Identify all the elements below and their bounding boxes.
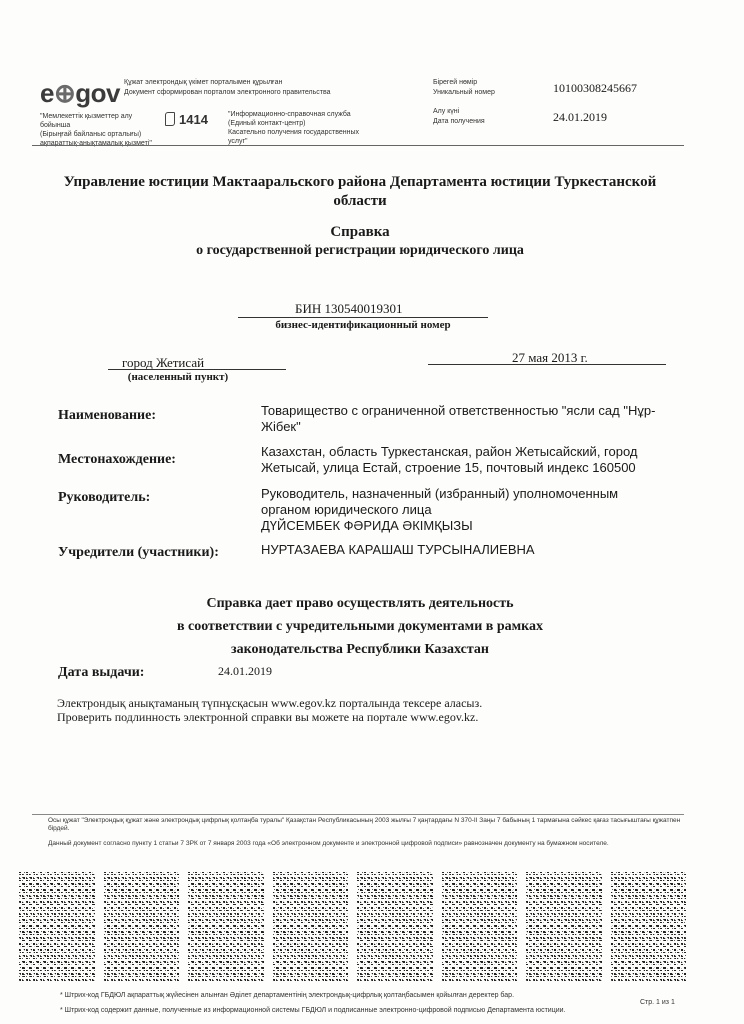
bin-underline <box>238 317 488 318</box>
unique-number-label-ru: Уникальный номер <box>433 89 495 96</box>
footer-note-kz: * Штрих-код ГБДЮЛ ақпараттық жүйесінен алынған Әділет департаментінің электрондық-цифрлық қолтаңбасымен қойылған деректер бар. <box>60 992 515 999</box>
founders-label: Учредители (участники): <box>58 545 219 560</box>
place-underline <box>108 369 286 370</box>
unique-number-value: 10100308245667 <box>553 81 637 95</box>
rights-line-3: законодательства Республики Казахстан <box>231 642 489 657</box>
receipt-date-label-kz: Алу күні <box>433 108 460 115</box>
verify-note-kz: Электрондық анықтаманың түпнұсқасын www.egov.kz порталында тексере аласыз. <box>57 696 483 710</box>
name-label: Наименование: <box>58 408 156 423</box>
header-portal-ru: Документ сформирован порталом электронного правительства <box>124 89 331 96</box>
authority-line-1: Управление юстиции Мактааральского района Департамента юстиции Туркестанской <box>63 174 657 190</box>
footer-note-ru: * Штрих-код содержит данные, полученные из информационной системы ГБДЮЛ и подписанные электронно-цифровой подписью Департамента юстиции. <box>60 1007 566 1014</box>
place-value: город Жетисай <box>122 355 205 370</box>
issue-date-label: Дата выдачи: <box>58 665 145 680</box>
rights-line-1: Справка дает право осуществлять деятельность <box>206 596 514 611</box>
barcode-strip <box>18 872 686 982</box>
receipt-date-label-ru: Дата получения <box>433 118 485 125</box>
barcode-block <box>441 872 518 982</box>
contact-note-ru: "Информационно-справочная служба (Единый контакт-центр) Касательно получения государственных услуг" <box>228 111 360 145</box>
bin-value: БИН 130540019301 <box>295 301 403 316</box>
certificate-subtitle: о государственной регистрации юридического лица <box>196 243 524 258</box>
page-number: Стр. 1 из 1 <box>640 999 675 1006</box>
barcode-block <box>525 872 602 982</box>
receipt-date-value: 24.01.2019 <box>553 110 607 124</box>
authority-line-2: области <box>333 193 387 209</box>
barcode-block <box>610 872 687 982</box>
contact-note-kz: "Мемлекеттік қызметтер алу бойынша (Бірыңғай байланыс орталығы) ақпараттық-анықтамалық қызметі" <box>40 113 152 147</box>
head-appointment: Руководитель, назначенный (избранный) уполномоченным органом юридического лица <box>261 486 619 517</box>
place-caption: (населенный пункт) <box>127 371 229 383</box>
barcode-block <box>18 872 95 982</box>
legal-note-ru: Данный документ согласно пункту 1 статьи 7 ЗРК от 7 января 2003 года «Об электронном документе и электронной цифровой подписи» равнозначен документу на бумажном носителе. <box>48 840 609 847</box>
bin-caption: бизнес-идентификационный номер <box>275 319 451 331</box>
founders-value: НУРТАЗАЕВА КАРАШАШ ТУРСЫНАЛИЕВНА <box>261 542 535 557</box>
head-value <box>261 486 671 534</box>
issue-date-value: 24.01.2019 <box>218 664 272 678</box>
barcode-block <box>187 872 264 982</box>
registration-date: 27 мая 2013 г. <box>512 350 588 365</box>
barcode-block <box>356 872 433 982</box>
head-label: Руководитель: <box>58 490 151 505</box>
barcode-block <box>103 872 180 982</box>
legal-note-kz: Осы құжат "Электрондық құжат және электрондық цифрлық қолтаңба туралы" Қазақстан Республикасының 2003 жылғы 7 қаңтардағы N 370-II Заңы 7 бабының 1 тармағына сәйкес қағаз тасығыштағы құжатпен бірдей. <box>48 817 681 832</box>
date-underline <box>428 364 666 365</box>
location-value: Казахстан, область Туркестанская, район Жетысайский, город Жетысай, улица Естай, строение 15, почтовый индекс 160500 <box>261 444 638 475</box>
unique-number-label-kz: Бірегей нөмір <box>433 79 478 86</box>
barcode-block <box>272 872 349 982</box>
egov-logo: e⊕gov <box>40 78 120 108</box>
header-portal-kz: Құжат электрондық үкімет порталымен құрылған <box>124 79 283 86</box>
head-name: ДҮЙСЕМБЕК ФӘРИДА ӘКІМҚЫЗЫ <box>261 518 473 533</box>
phone-icon <box>165 112 175 126</box>
verify-note-ru: Проверить подлинность электронной справки вы можете на портале www.egov.kz. <box>57 710 479 724</box>
name-value: Товарищество с ограниченной ответственностью "ясли сад "Нұр-Жібек" <box>261 403 656 434</box>
location-label: Местонахождение: <box>58 452 176 467</box>
certificate-title: Справка <box>330 224 390 240</box>
phone-number: 1414 <box>165 112 208 127</box>
rights-line-2: в соответствии с учредительными документами в рамках <box>176 619 544 634</box>
